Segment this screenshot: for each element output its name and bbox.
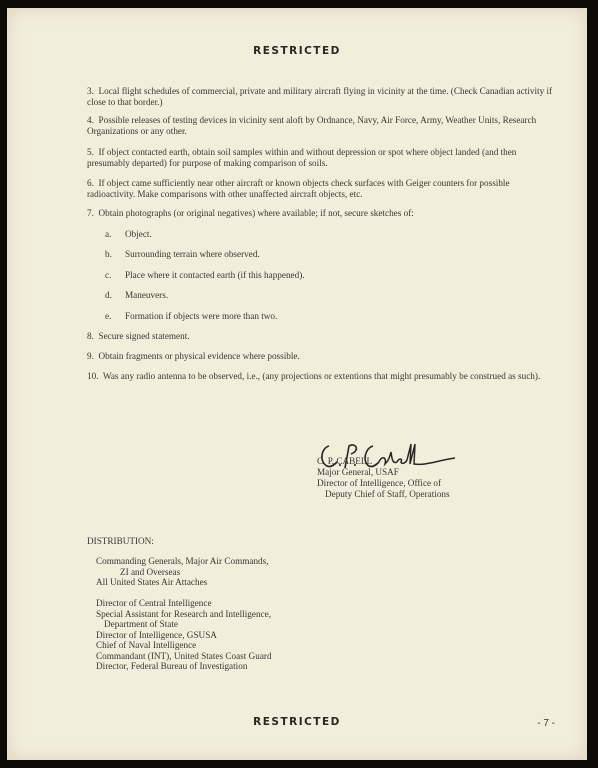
item-6: 6. If object came sufficiently near other aircraft or known objects check surfaces with Geiger counters for possible radioactivity. Make comparisons with other unaffected aircraft objects, etc. (87, 178, 510, 199)
subitem-d: d. Maneuvers. (105, 290, 169, 300)
item-7: 7. Obtain photographs (or original negatives) where available; if not, secure sketches of: (87, 208, 414, 218)
subitem-b: b. Surrounding terrain where observed. (105, 249, 260, 259)
page-number: - 7 - (537, 718, 555, 729)
distribution-entry: ZI and Overseas (120, 566, 181, 577)
distribution-entry: Commandant (INT), United States Coast Guard (96, 650, 272, 661)
distribution-group-1 (96, 556, 269, 588)
signer-title-2: Deputy Chief of Staff, Operations (325, 489, 450, 499)
signature-block (317, 456, 450, 500)
distribution-entry: Director, Federal Bureau of Investigation (96, 661, 248, 671)
distribution-entry: Chief of Naval Intelligence (96, 640, 197, 650)
item-5: 5. If object contacted earth, obtain soil samples within and without depression or spot where object landed (and then presumably departed) for purpose of making comparison of soils. (87, 147, 517, 168)
item-3: 3. Local flight schedules of commercial, private and military aircraft flying in vicinity at the time. (Check Canadian activity if close to that border.) (87, 86, 553, 107)
item-8: 8. Secure signed statement. (87, 331, 190, 341)
distribution-entry: Department of State (104, 619, 178, 629)
footer-classification-stamp: RESTRICTED (253, 716, 341, 728)
distribution-entry: All United States Air Attaches (96, 577, 208, 587)
signer-name: C. P. CABELL (317, 456, 373, 466)
item-10: 10. Was any radio antenna to be observed, i.e., (any projections or extentions that might presumably be construed as such). (87, 371, 541, 381)
distribution-entry: Commanding Generals, Major Air Commands, (96, 556, 269, 566)
signer-title-1: Director of Intelligence, Office of (317, 478, 442, 488)
subitem-a: a. Object. (105, 229, 152, 239)
distribution-entry: Director of Central Intelligence (96, 598, 212, 608)
subitem-e: e. Formation if objects were more than two. (105, 311, 278, 321)
signer-rank: Major General, USAF (317, 467, 399, 477)
distribution-group-2 (96, 598, 272, 672)
distribution-heading: DISTRIBUTION: (87, 536, 154, 546)
header-classification-stamp: RESTRICTED (253, 45, 341, 57)
document-page (7, 8, 587, 760)
item-9: 9. Obtain fragments or physical evidence where possible. (87, 351, 300, 361)
item-4: 4. Possible releases of testing devices in vicinity sent aloft by Ordnance, Navy, Air Force, Army, Weather Units, Research Organizations or any other. (87, 115, 537, 136)
distribution-entry: Special Assistant for Research and Intelligence, (96, 608, 272, 619)
subitem-c: c. Place where it contacted earth (if this happened). (105, 270, 305, 280)
distribution-entry: Director of Intelligence, GSUSA (96, 629, 217, 640)
